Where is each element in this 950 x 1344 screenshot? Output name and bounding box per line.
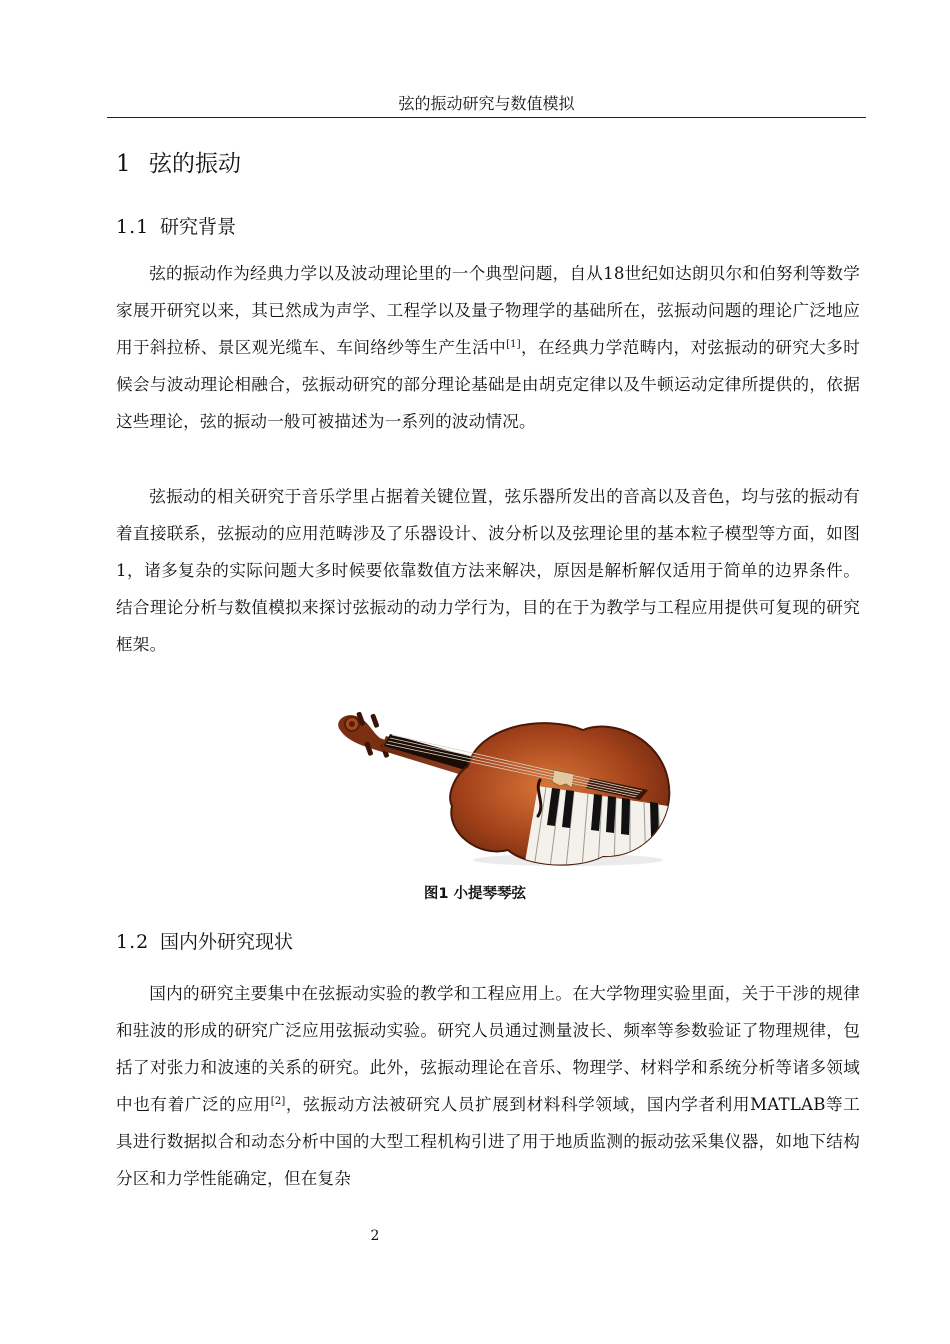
subsection-number: 1.1	[116, 216, 150, 238]
violin-figure	[328, 708, 678, 868]
violin-piano-image	[328, 708, 678, 868]
paragraph-research-status: 国内的研究主要集中在弦振动实验的教学和工程应用上。在大学物理实验里面，关于干涉的规律和驻波的形成的研究广泛应用弦振动实验。研究人员通过测量波长、频率等参数验证了物理规律，包括了对张力和波速的关系的研究。此外，弦振动理论在音乐、物理学、材料学和系统分析等诸多领域中也有着广泛的应用[2]，弦振动方法被研究人员扩展到材料科学领域，国内学者利用MATLAB等工具进行数据拟合和动态分析中国的大型工程机构引进了用于地质监测的振动弦采集仪器，如地下结构分区和力学性能确定，但在复杂	[116, 984, 860, 1188]
page-number: 2	[370, 1228, 380, 1244]
paragraph-background-2: 弦振动的相关研究于音乐学里占据着关键位置，弦乐器所发出的音高以及音色，均与弦的振动有着直接联系，弦振动的应用范畴涉及了乐器设计、波分析以及弦理论里的基本粒子模型等方面，如图1，诸多复杂的实际问题大多时候要依靠数值方法来解决，原因是解析解仅适用于简单的边界条件。结合理论分析与数值模拟来探讨弦振动的动力学行为，目的在于为教学与工程应用提供可复现的研究框架。	[116, 487, 860, 654]
subsection-heading-1-1	[116, 213, 236, 241]
subsection-title: 研究背景	[160, 216, 237, 238]
running-header	[107, 93, 866, 118]
citation-2[interactable]: [2]	[270, 1096, 286, 1107]
paragraph-background-1: 弦的振动作为经典力学以及波动理论里的一个典型问题，自从18世纪如达朗贝尔和伯努利等数学家展开研究以来，其已然成为声学、工程学以及量子物理学的基础所在，弦振动问题的理论广泛地应用于斜拉桥、景区观光缆车、车间络纱等生产生活中[1]，在经典力学范畴内，对弦振动的研究大多时候会与波动理论相融合，弦振动研究的部分理论基础是由胡克定律以及牛顿运动定律所提供的，依据这些理论，弦的振动一般可被描述为一系列的波动情况。	[116, 264, 861, 431]
section-title: 弦的振动	[149, 151, 241, 177]
section-heading-1	[116, 148, 241, 180]
subsection-number: 1.2	[116, 931, 150, 953]
section-number: 1	[116, 151, 131, 177]
running-header-title: 弦的振动研究与数值模拟	[398, 94, 575, 113]
subsection-title: 国内外研究现状	[160, 931, 294, 953]
citation-1[interactable]: [1]	[506, 339, 521, 350]
subsection-heading-1-2	[116, 928, 293, 956]
figure-caption: 图1 小提琴琴弦	[423, 886, 527, 902]
